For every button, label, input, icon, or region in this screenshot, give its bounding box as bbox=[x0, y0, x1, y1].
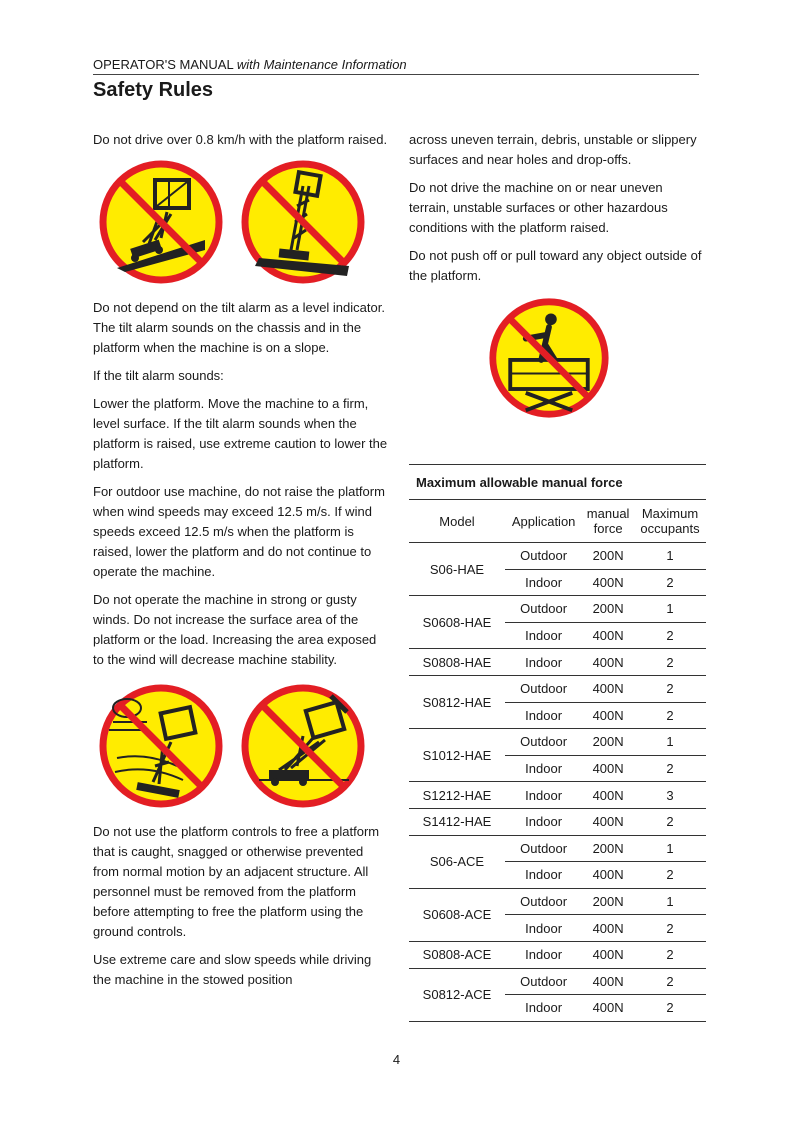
header-model: Model bbox=[409, 500, 505, 543]
paragraph-lower-platform: Lower the platform. Move the machine to a firm, level surface. If the tilt alarm sounds when the platform is raised, use extreme caution to lower the platform. bbox=[93, 396, 388, 471]
cell-occupants: 1 bbox=[634, 888, 706, 915]
cell-force: 200N bbox=[582, 729, 634, 756]
cell-occupants: 1 bbox=[634, 596, 706, 623]
cell-application: Indoor bbox=[505, 622, 582, 649]
cell-application: Indoor bbox=[505, 995, 582, 1022]
cell-occupants: 2 bbox=[634, 569, 706, 596]
no-push-pull-icon bbox=[487, 296, 611, 420]
table-row bbox=[409, 941, 706, 968]
cell-force: 400N bbox=[582, 862, 634, 889]
table-header-row bbox=[409, 500, 706, 543]
paragraph-extreme-care: Use extreme care and slow speeds while driving the machine in the stowed position bbox=[93, 952, 372, 987]
sign-row-2 bbox=[97, 682, 389, 810]
cell-model: S06-ACE bbox=[409, 835, 505, 888]
cell-application: Indoor bbox=[505, 782, 582, 809]
sign-row-3 bbox=[487, 296, 611, 420]
cell-application: Indoor bbox=[505, 702, 582, 729]
header-manual-force bbox=[582, 500, 634, 543]
right-column bbox=[409, 130, 705, 434]
cell-force: 400N bbox=[582, 782, 634, 809]
cell-force: 200N bbox=[582, 543, 634, 570]
cell-force: 400N bbox=[582, 702, 634, 729]
paragraph-hazardous-conditions: Do not drive the machine on or near uneven terrain, unstable surfaces or other hazardous conditions with the platform raised. bbox=[409, 180, 668, 235]
header-max-occupants-line1: Maximum bbox=[641, 506, 699, 521]
no-tilt-raised-icon bbox=[239, 158, 367, 286]
cell-force: 400N bbox=[582, 649, 634, 676]
cell-model: S0608-HAE bbox=[409, 596, 505, 649]
table-row bbox=[409, 888, 706, 915]
header-application: Application bbox=[505, 500, 582, 543]
cell-model: S0808-HAE bbox=[409, 649, 505, 676]
cell-model: S1412-HAE bbox=[409, 808, 505, 835]
cell-force: 400N bbox=[582, 915, 634, 942]
cell-model: S1212-HAE bbox=[409, 782, 505, 809]
header-max-occupants-line2: occupants bbox=[640, 521, 700, 536]
sign-row-1 bbox=[97, 158, 389, 286]
cell-application: Indoor bbox=[505, 649, 582, 676]
paragraph-uneven-terrain-continued: across uneven terrain, debris, unstable or slippery surfaces and near holes and drop-offs. bbox=[409, 132, 697, 167]
cell-application: Outdoor bbox=[505, 675, 582, 702]
cell-application: Outdoor bbox=[505, 835, 582, 862]
paragraph-tilt-alarm: Do not depend on the tilt alarm as a level indicator. The tilt alarm sounds on the chassis and in the platform when the machine is on a slope. bbox=[93, 300, 385, 355]
cell-force: 400N bbox=[582, 755, 634, 782]
paragraph-gusty-winds: Do not operate the machine in strong or gusty winds. Do not increase the surface area of the platform or the load. Increasing the area exposed to the wind will decrease machine stability. bbox=[93, 592, 377, 667]
running-head bbox=[93, 56, 699, 75]
left-column bbox=[93, 130, 389, 998]
cell-occupants: 2 bbox=[634, 808, 706, 835]
cell-occupants: 2 bbox=[634, 941, 706, 968]
header-manual-force-line2: force bbox=[593, 521, 623, 536]
cell-model: S0812-HAE bbox=[409, 675, 505, 728]
cell-application: Outdoor bbox=[505, 543, 582, 570]
table-row bbox=[409, 596, 706, 623]
cell-occupants: 2 bbox=[634, 649, 706, 676]
table-row bbox=[409, 675, 706, 702]
cell-occupants: 2 bbox=[634, 622, 706, 649]
paragraph-tilt-alarm-sounds: If the tilt alarm sounds: bbox=[93, 368, 224, 383]
cell-occupants: 2 bbox=[634, 702, 706, 729]
paragraph-wind-speed: For outdoor use machine, do not raise the platform when wind speeds may exceed 12.5 m/s. If wind speeds exceed 12.5 m/s when the platform is raised, lower the platform and do not continue to operate the machine. bbox=[93, 484, 385, 579]
cell-force: 400N bbox=[582, 941, 634, 968]
table-row bbox=[409, 968, 706, 995]
cell-occupants: 2 bbox=[634, 755, 706, 782]
paragraph-drive-speed: Do not drive over 0.8 km/h with the platform raised. bbox=[93, 132, 388, 147]
cell-occupants: 2 bbox=[634, 968, 706, 995]
cell-occupants: 2 bbox=[634, 995, 706, 1022]
table-row bbox=[409, 729, 706, 756]
cell-model: S0812-ACE bbox=[409, 968, 505, 1021]
no-wind-raised-icon bbox=[97, 682, 225, 810]
cell-application: Outdoor bbox=[505, 968, 582, 995]
cell-occupants: 1 bbox=[634, 835, 706, 862]
table-body bbox=[409, 543, 706, 1022]
cell-force: 200N bbox=[582, 596, 634, 623]
cell-force: 400N bbox=[582, 995, 634, 1022]
table-row bbox=[409, 782, 706, 809]
cell-model: S1012-HAE bbox=[409, 729, 505, 782]
table-row bbox=[409, 649, 706, 676]
header-max-occupants bbox=[634, 500, 706, 543]
cell-force: 400N bbox=[582, 675, 634, 702]
cell-occupants: 2 bbox=[634, 915, 706, 942]
paragraph-platform-controls: Do not use the platform controls to free a platform that is caught, snagged or otherwise prevented from normal motion by an adjacent structure. All personnel must be removed from the platform before attempting to free the platform using the ground controls. bbox=[93, 824, 380, 939]
page-title: Safety Rules bbox=[93, 79, 214, 101]
cell-model: S06-HAE bbox=[409, 543, 505, 596]
paragraph-push-pull: Do not push off or pull toward any object outside of the platform. bbox=[409, 248, 702, 283]
cell-application: Outdoor bbox=[505, 888, 582, 915]
table-caption: Maximum allowable manual force bbox=[409, 464, 706, 500]
page-number: 4 bbox=[392, 1052, 401, 1067]
table-row bbox=[409, 543, 706, 570]
cell-occupants: 2 bbox=[634, 862, 706, 889]
cell-model: S0608-ACE bbox=[409, 888, 505, 941]
table-row bbox=[409, 835, 706, 862]
no-driving-on-slope-raised-icon bbox=[97, 158, 225, 286]
cell-model: S0808-ACE bbox=[409, 941, 505, 968]
cell-application: Indoor bbox=[505, 915, 582, 942]
cell-application: Outdoor bbox=[505, 596, 582, 623]
cell-application: Outdoor bbox=[505, 729, 582, 756]
cell-application: Indoor bbox=[505, 569, 582, 596]
cell-occupants: 2 bbox=[634, 675, 706, 702]
cell-occupants: 1 bbox=[634, 729, 706, 756]
cell-force: 200N bbox=[582, 835, 634, 862]
cell-application: Indoor bbox=[505, 941, 582, 968]
running-head-italic: with Maintenance Information bbox=[236, 57, 407, 72]
cell-application: Indoor bbox=[505, 755, 582, 782]
running-head-main: OPERATOR'S MANUAL bbox=[93, 57, 234, 72]
cell-occupants: 3 bbox=[634, 782, 706, 809]
cell-application: Indoor bbox=[505, 862, 582, 889]
no-snagged-platform-icon bbox=[239, 682, 367, 810]
cell-force: 400N bbox=[582, 808, 634, 835]
max-manual-force-table bbox=[409, 464, 706, 1022]
header-manual-force-line1: manual bbox=[586, 506, 630, 521]
cell-force: 400N bbox=[582, 622, 634, 649]
cell-occupants: 1 bbox=[634, 543, 706, 570]
cell-force: 200N bbox=[582, 888, 634, 915]
cell-force: 400N bbox=[582, 968, 634, 995]
cell-application: Indoor bbox=[505, 808, 582, 835]
table-row bbox=[409, 808, 706, 835]
cell-force: 400N bbox=[582, 569, 634, 596]
